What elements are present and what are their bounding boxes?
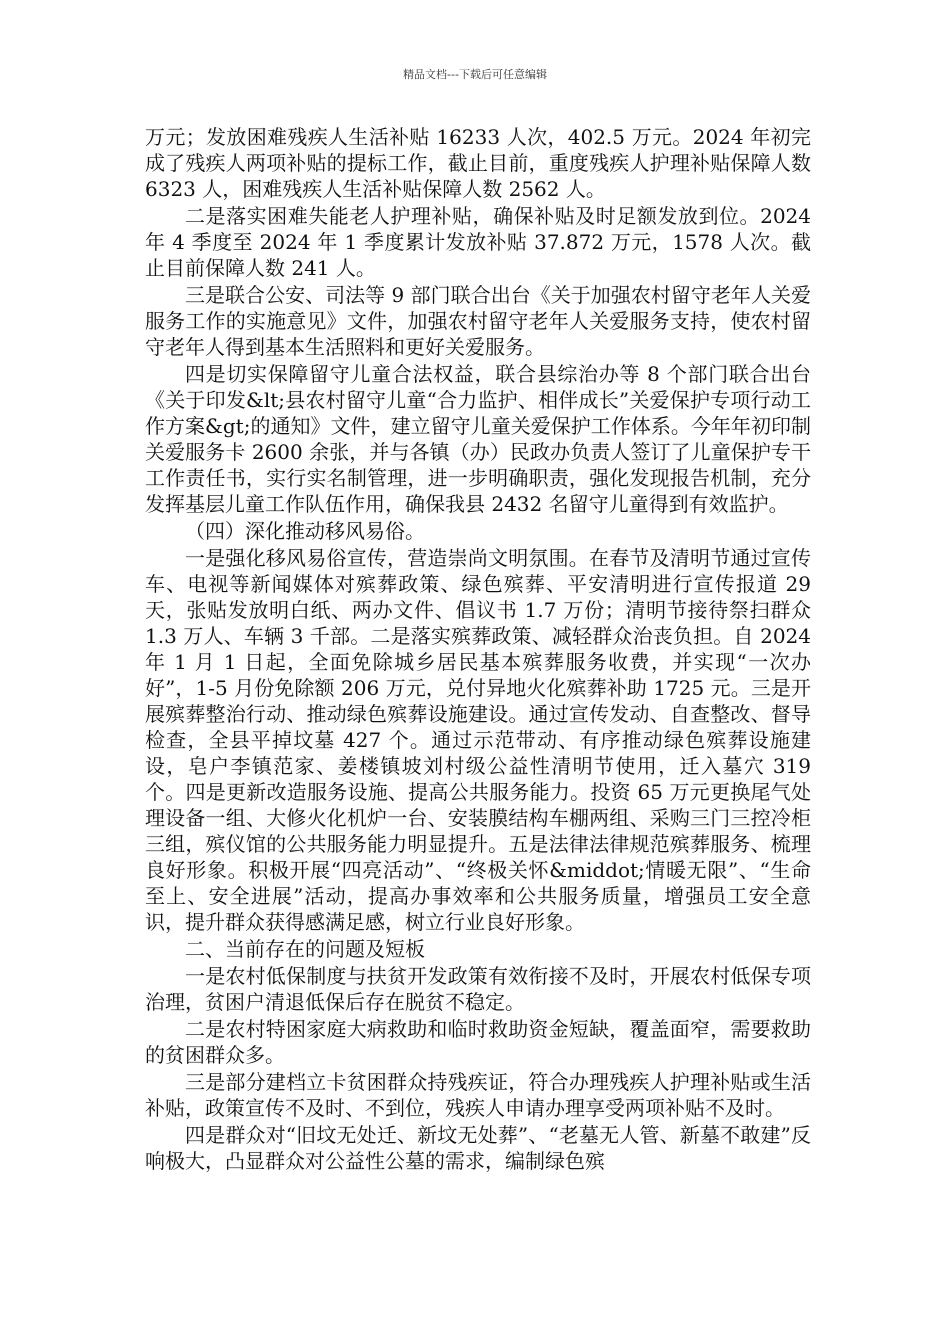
section-heading: （四）深化推动移风易俗。	[185, 519, 425, 543]
document-body	[145, 124, 811, 1175]
paragraph: 四是群众对“旧坟无处迁、新坟无处葬”、“老墓无人管、新墓不敢建”反响极大，凸显群众对公益性公墓的需求，编制绿色殡	[145, 1123, 811, 1173]
paragraph: 一是农村低保制度与扶贫开发政策有效衔接不及时，开展农村低保专项治理，贫困户清退低保后存在脱贫不稳定。	[145, 964, 811, 1014]
paragraph: 一是强化移风易俗宣传，营造崇尚文明氛围。在春节及清明节通过宣传车、电视等新闻媒体对殡葬政策、绿色殡葬、平安清明进行宣传报道 29 天，张贴发放明白纸、两办文件、倡议书 1.7 万份；清明节接待祭扫群众 1.3 万人、车辆 3 千部。二是落实殡葬政策、减轻群众治丧负担。自 2024 年 1 月 1 日起，全面免除城乡居民基本殡葬服务收费，并实现“一次办好”，1-5 月份免除额 206 万元，兑付异地火化殡葬补助 1725 元。三是开展殡葬整治行动、推动绿色殡葬设施建设。通过宣传发动、自查整改、督导检查，全县平掉坟墓 427 个。通过示范带动、有序推动绿色殡葬设施建设，皂户李镇范家、姜楼镇坡刘村级公益性清明节使用，迁入墓穴 319 个。四是更新改造服务设施、提高公共服务能力。投资 65 万元更换尾气处理设备一组、大修火化机炉一台、安装膜结构车棚两组、采购三门三控冷柜三组，殡仪馆的公共服务能力明显提升。五是法律法律规范殡葬服务、梳理良好形象。积极开展“四亮活动”、“终极关怀&middot;情暖无限”、“生命至上、安全进展”活动，提高办事效率和公共服务质量，增强员工安全意识，提升群众获得感满足感，树立行业良好形象。	[145, 546, 811, 934]
paragraph: 三是联合公安、司法等 9 部门联合出台《关于加强农村留守老年人关爱服务工作的实施意见》文件，加强农村留守老年人关爱服务支持，使农村留守老年人得到基本生活照料和更好关爱服务。	[145, 283, 811, 359]
paragraph-continued: 万元；发放困难残疾人生活补贴 16233 人次，402.5 万元。2024 年初完成了残疾人两项补贴的提标工作，截止目前，重度残疾人护理补贴保障人数 6323 人，困难残疾人生活补贴保障人数 2562 人。	[145, 125, 811, 201]
paragraph: 四是切实保障留守儿童合法权益，联合县综治办等 8 个部门联合出台《关于印发&lt;县农村留守儿童“合力监护、相伴成长”关爱保护专项行动工作方案&gt;的通知》文件，建立留守儿童关爱保护工作体系。今年年初印制关爱服务卡 2600 余张，并与各镇（办）民政办负责人签订了儿童保护专干工作责任书，实行实名制管理，进一步明确职责，强化发现报告机制，充分发挥基层儿童工作队伍作用，确保我县 2432 名留守儿童得到有效监护。	[145, 362, 811, 516]
paragraph: 二是农村特困家庭大病救助和临时救助资金短缺，覆盖面窄，需要救助的贫困群众多。	[145, 1017, 811, 1067]
paragraph: 二是落实困难失能老人护理补贴，确保补贴及时足额发放到位。2024 年 4 季度至 2024 年 1 季度累计发放补贴 37.872 万元，1578 人次。截止目前保障人数 241 人。	[145, 204, 811, 280]
paragraph: 三是部分建档立卡贫困群众持残疾证，符合办理残疾人护理补贴或生活补贴，政策宣传不及时、不到位，残疾人申请办理享受两项补贴不及时。	[145, 1070, 811, 1120]
page-header: 精品文档---下载后可任意编辑	[403, 68, 547, 81]
section-heading: 二、当前存在的问题及短板	[185, 937, 425, 961]
